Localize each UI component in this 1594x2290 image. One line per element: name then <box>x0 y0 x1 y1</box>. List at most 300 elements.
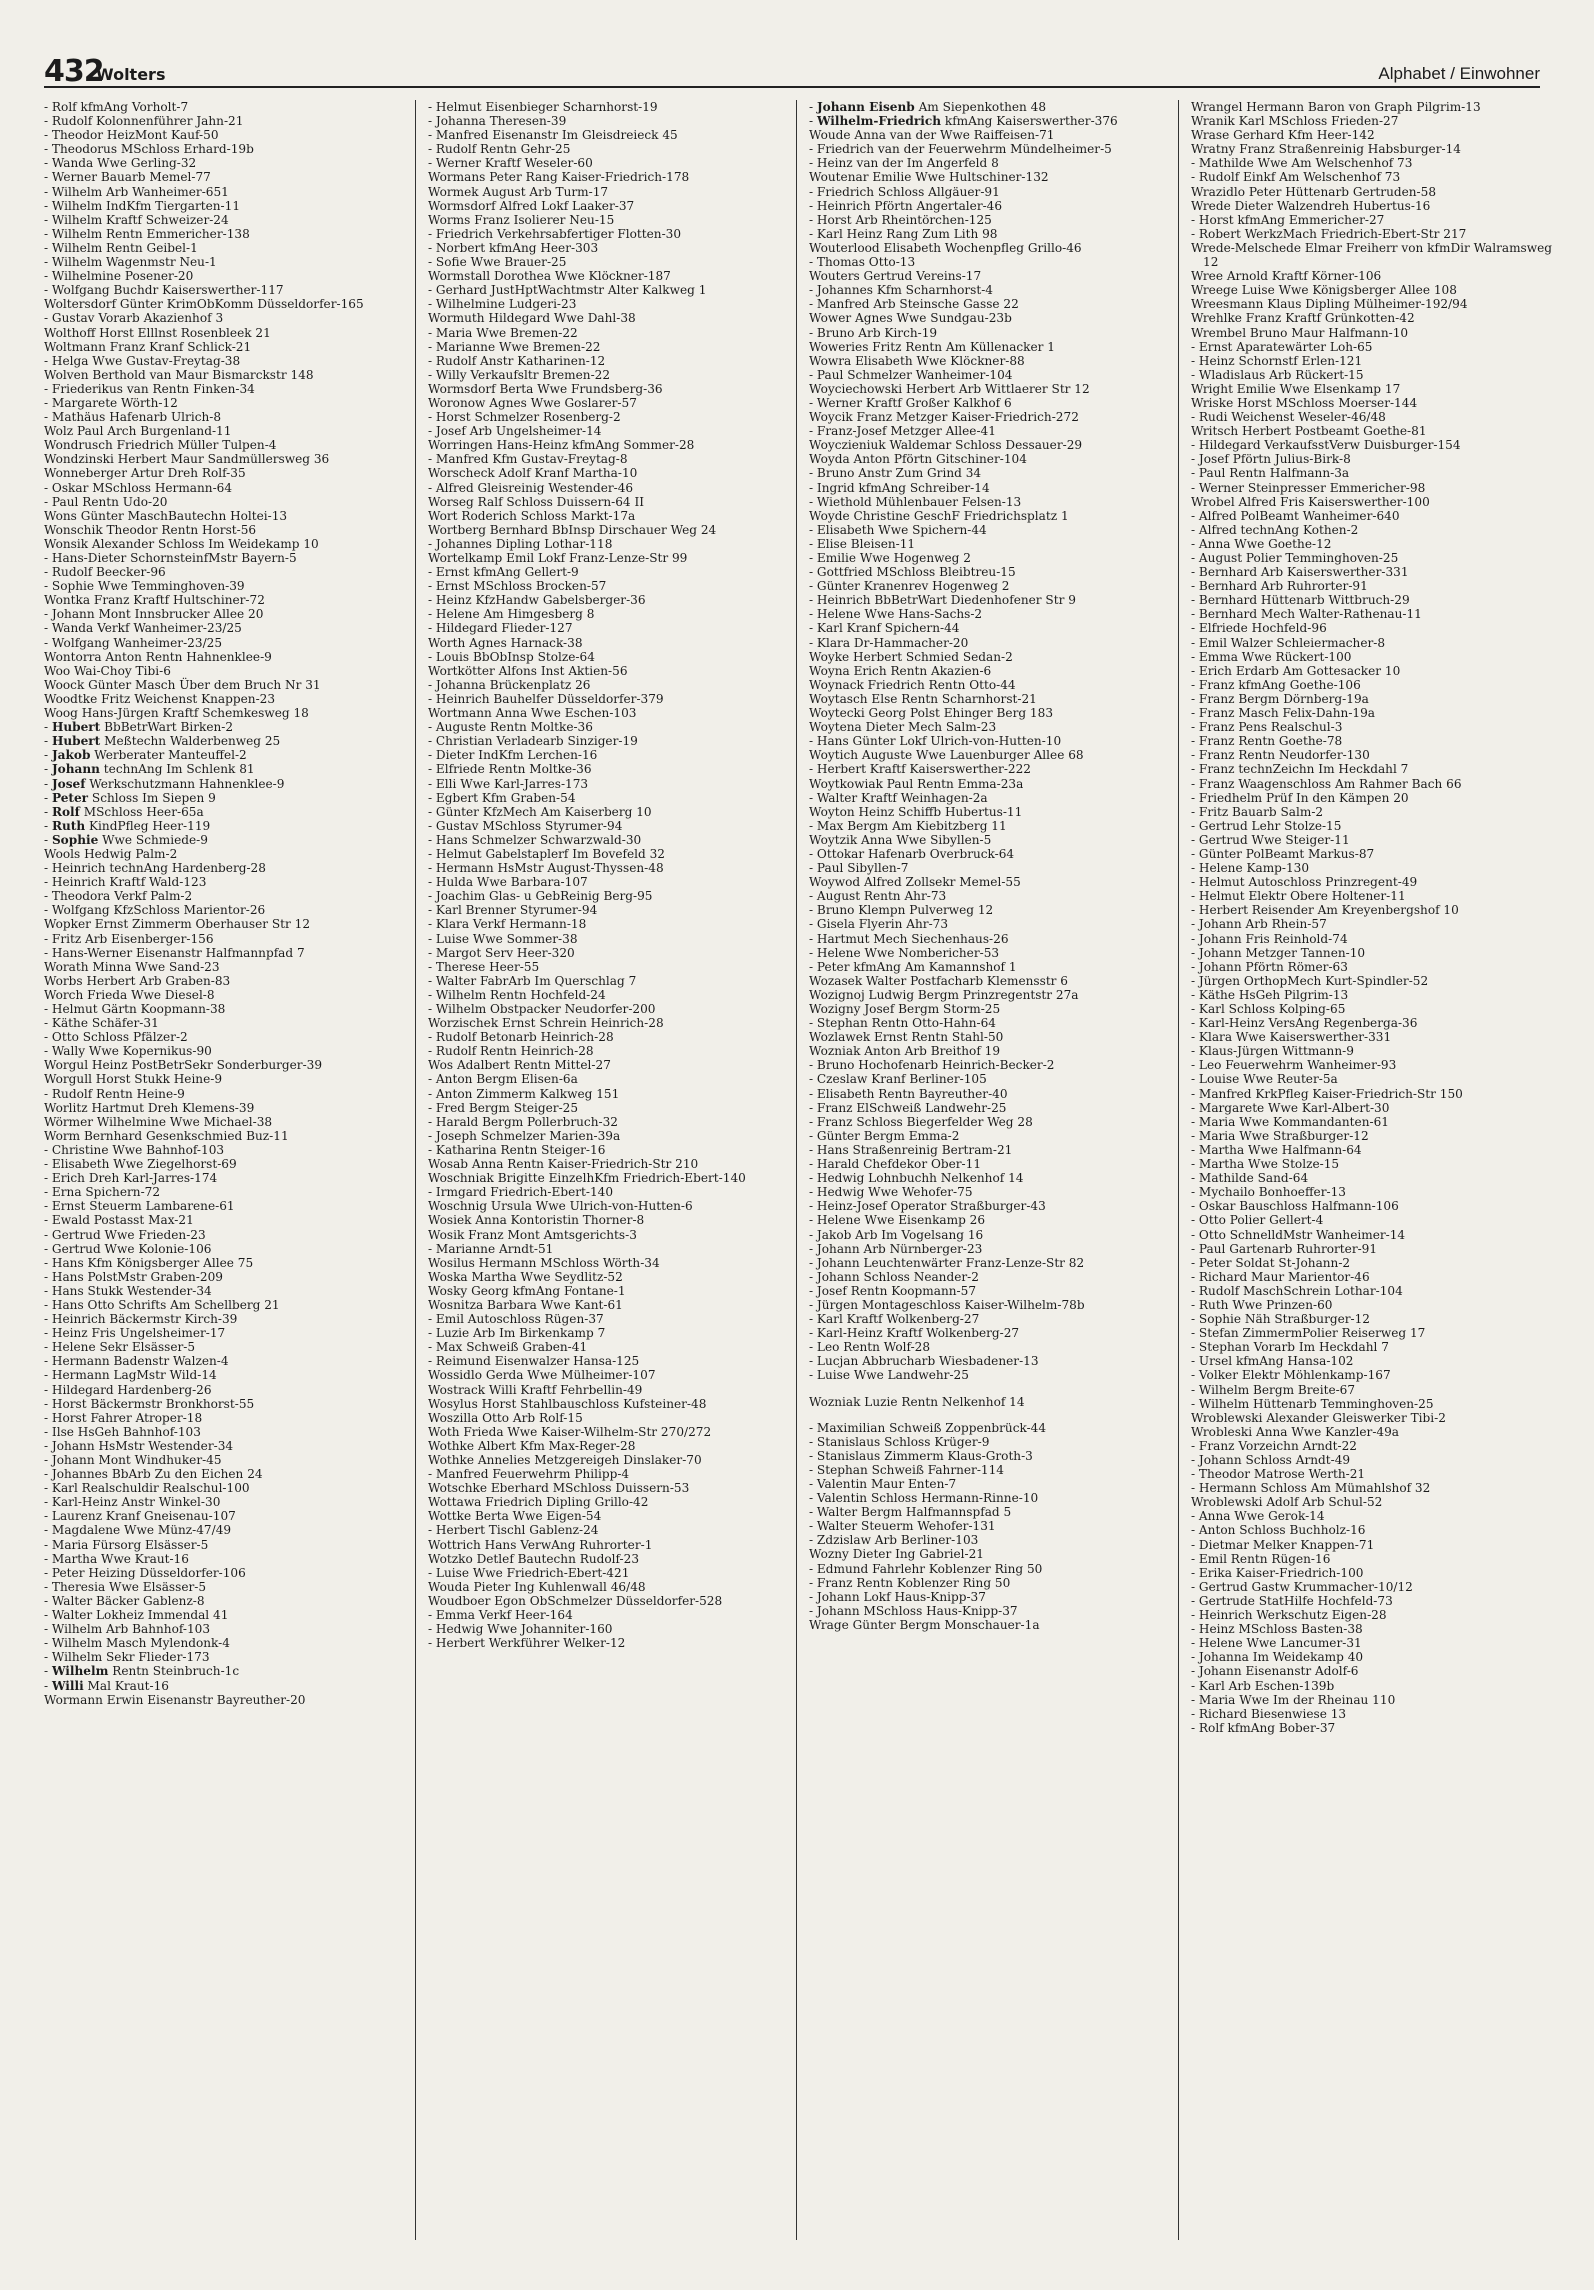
directory-entry: - Heinrich technAng Hardenberg-28 <box>44 861 266 876</box>
directory-entry: - Volker Elektr Möhlenkamp-167 <box>1191 1368 1391 1383</box>
directory-entry: - Thomas Otto-13 <box>809 255 916 270</box>
directory-entry: - Maximilian Schweiß Zoppenbrück-44 <box>809 1420 1047 1435</box>
directory-entry: - Egbert Kfm Graben-54 <box>428 790 576 805</box>
directory-entry: Woudboer Egon ObSchmelzer Düsseldorfer-528 <box>428 1593 723 1608</box>
directory-entry: - Laurenz Kranf Gneisenau-107 <box>44 1509 236 1524</box>
directory-entry: - Hildegard Hardenberg-26 <box>44 1382 212 1397</box>
directory-entry: - Wladislaus Arb Rückert-15 <box>1191 367 1364 382</box>
directory-entry: Wroblewski Adolf Arb Schul-52 <box>1191 1495 1383 1510</box>
directory-entry: Wree Arnold Kraftf Körner-106 <box>1191 269 1382 284</box>
directory-entry: Woweries Fritz Rentn Am Küllenacker 1 <box>809 339 1055 354</box>
directory-entry: Wosky Georg kfmAng Fontane-1 <box>428 1283 626 1298</box>
directory-entry: - Ilse HsGeh Bahnhof-103 <box>44 1424 201 1439</box>
directory-entry: - Walter FabrArb Im Querschlag 7 <box>428 973 637 988</box>
directory-entry: - Auguste Rentn Moltke-36 <box>428 720 593 735</box>
directory-entry: Woschniak Brigitte EinzelhKfm Friedrich-Ebert-140 <box>428 1171 746 1186</box>
directory-entry: Wozniak Luzie Rentn Nelkenhof 14 <box>809 1394 1025 1409</box>
directory-entry: Writsch Herbert Postbeamt Goethe-81 <box>1191 424 1427 439</box>
directory-entry: - Harald Bergm Pollerbruch-32 <box>428 1114 618 1129</box>
directory-entry: - Gertrud Gastw Krummacher-10/12 <box>1191 1579 1413 1594</box>
directory-entry: - Wilhelm Arb Bahnhof-103 <box>44 1622 211 1637</box>
directory-entry: Wozigny Josef Bergm Storm-25 <box>809 1002 1001 1016</box>
directory-entry: - Helmut Gärtn Koopmann-38 <box>44 1002 226 1016</box>
directory-entry: - Harald Chefdekor Ober-11 <box>809 1157 982 1172</box>
directory-entry: Wons Günter MaschBautechn Holtei-13 <box>44 508 288 523</box>
directory-entry: - Magdalene Wwe Münz-47/49 <box>44 1523 232 1538</box>
directory-entry: - Otto Polier Gellert-4 <box>1191 1213 1324 1228</box>
directory-entry: - Hans Kfm Königsberger Allee 75 <box>44 1255 254 1270</box>
directory-entry: - Lucjan Abbrucharb Wiesbadener-13 <box>809 1354 1039 1369</box>
directory-entry: - Wilhelm Rentn Emmericher-138 <box>44 226 250 241</box>
directory-entry: - Franz kfmAng Goethe-106 <box>1191 677 1361 692</box>
directory-entry: - Emil Autoschloss Rügen-37 <box>428 1312 604 1327</box>
directory-entry: Woszilla Otto Arb Rolf-15 <box>428 1410 583 1425</box>
directory-entry: Wothke Albert Kfm Max-Reger-28 <box>428 1438 636 1453</box>
directory-entry: Woyczieniuk Waldemar Schloss Dessauer-29 <box>809 438 1083 453</box>
directory-entry: Worms Franz Isolierer Neu-15 <box>428 212 615 227</box>
directory-entry: - Manfred Eisenanstr Im Gleisdreieck 45 <box>428 128 678 143</box>
directory-entry: - Czeslaw Kranf Berliner-105 <box>809 1072 987 1087</box>
directory-entry: - Walter Bäcker Gablenz-8 <box>44 1593 205 1608</box>
directory-entry: Wottawa Friedrich Dipling Grillo-42 <box>428 1495 649 1510</box>
directory-entry: - Richard Biesenwiese 13 <box>1191 1706 1347 1721</box>
directory-entry: - Manfred Kfm Gustav-Freytag-8 <box>428 452 628 467</box>
directory-entry: Woyna Erich Rentn Akazien-6 <box>809 663 992 678</box>
directory-entry: - Günter KfzMech Am Kaiserberg 10 <box>428 804 652 819</box>
directory-entry: - Johann Leuchtenwärter Franz-Lenze-Str 82 <box>809 1255 1085 1270</box>
directory-entry: - Hedwig Wwe Wehofer-75 <box>809 1185 973 1200</box>
directory-entry: - Josef Arb Ungelsheimer-14 <box>428 424 602 439</box>
directory-entry: - Franz ElSchweiß Landwehr-25 <box>809 1100 1007 1115</box>
directory-entry: Woyke Herbert Schmied Sedan-2 <box>809 649 1013 664</box>
directory-entry: - Margot Serv Heer-320 <box>428 945 575 960</box>
directory-entry: - Mychailo Bonhoeffer-13 <box>1191 1185 1346 1200</box>
directory-entry: Woytecki Georg Polst Ehinger Berg 183 <box>809 706 1054 721</box>
directory-entry: - Theodor HeizMont Kauf-50 <box>44 128 219 143</box>
directory-entry: - Johann Eisenb Am Siepenkothen 48 <box>809 100 1047 114</box>
directory-entry: - Hans Otto Schrifts Am Schellberg 21 <box>44 1297 280 1312</box>
directory-entry: - Oskar Bauschloss Halfmann-106 <box>1191 1199 1399 1214</box>
directory-entry: - Franz Rentn Neudorfer-130 <box>1191 748 1370 763</box>
directory-entry: - Johanna Im Weidekamp 40 <box>1191 1650 1364 1665</box>
directory-entry: - Werner Kraftf Weseler-60 <box>428 156 593 171</box>
directory-entry: - Irmgard Friedrich-Ebert-140 <box>428 1185 614 1200</box>
directory-entry: - Emil Rentn Rügen-16 <box>1191 1551 1331 1566</box>
directory-entry: - Helene Sekr Elsässer-5 <box>44 1340 196 1355</box>
directory-entry: - Horst Arb Rheintörchen-125 <box>809 212 992 227</box>
directory-entry: Wosiek Anna Kontoristin Thorner-8 <box>428 1213 645 1228</box>
directory-entry: - Helene Wwe Eisenkamp 26 <box>809 1213 986 1228</box>
directory-entry: - Leo Feuerwehrm Wanheimer-93 <box>1191 1058 1397 1073</box>
directory-entry: - Ursel kfmAng Hansa-102 <box>1191 1354 1354 1369</box>
directory-entry: Woytich Auguste Wwe Lauenburger Allee 68 <box>809 748 1084 763</box>
directory-entry: - Gertrud Wwe Steiger-11 <box>1191 832 1350 847</box>
directory-entry: - Stefan ZimmermPolier Reiserweg 17 <box>1191 1326 1426 1341</box>
directory-entry: Wriske Horst MSchloss Moerser-144 <box>1191 395 1418 410</box>
directory-entry: - Richard Maur Marientor-46 <box>1191 1269 1370 1284</box>
directory-entry: Wortkötter Alfons Inst Aktien-56 <box>428 663 628 678</box>
directory-entry: - Bruno Arb Kirch-19 <box>809 325 938 340</box>
directory-entry: Wrede-Melschede Elmar Freiherr von kfmDir Walramsweg 12 <box>1191 240 1553 270</box>
directory-entry: - Walter Lokheiz Immendal 41 <box>44 1608 229 1623</box>
directory-entry: - Heinz Schornstf Erlen-121 <box>1191 353 1363 368</box>
directory-entry: - Wiethold Mühlenbauer Felsen-13 <box>809 494 1022 509</box>
directory-entry: - Hedwig Wwe Johanniter-160 <box>428 1622 613 1637</box>
directory-entry: - Peter Schloss Im Siepen 9 <box>44 790 216 805</box>
directory-entry: - Emma Wwe Rückert-100 <box>1191 649 1352 664</box>
directory-entry: - Wolfgang Buchdr Kaiserswerther-117 <box>44 283 284 298</box>
directory-entry: - Gertrud Lehr Stolze-15 <box>1191 818 1342 833</box>
directory-entry: - Wilhelm Masch Mylendonk-4 <box>44 1636 230 1651</box>
directory-entry: Wrangel Hermann Baron von Graph Pilgrim-13 <box>1191 100 1481 114</box>
directory-entry: - Karl-Heinz Kraftf Wolkenberg-27 <box>809 1326 1020 1341</box>
directory-entry: Wotzko Detlef Bautechn Rudolf-23 <box>428 1551 640 1566</box>
directory-entry: - Wally Wwe Kopernikus-90 <box>44 1044 212 1059</box>
directory-entry: - Walter Steuerm Wehofer-131 <box>809 1519 996 1534</box>
directory-entry: - Friederikus van Rentn Finken-34 <box>44 381 255 396</box>
directory-entry: - Wilhelm Arb Wanheimer-651 <box>44 184 229 199</box>
directory-entry: - Ernst MSchloss Brocken-57 <box>428 579 607 594</box>
directory-entry: - Heinrich Bauhelfer Düsseldorfer-379 <box>428 691 664 706</box>
directory-entry: - Christine Wwe Bahnhof-103 <box>44 1142 225 1157</box>
directory-entry: Wowra Elisabeth Wwe Klöckner-88 <box>809 353 1025 368</box>
directory-entry: - Sophie Näh Straßburger-12 <box>1191 1312 1371 1327</box>
directory-entry: - Johann Mont Innsbrucker Allee 20 <box>44 607 264 622</box>
directory-entry: - Maria Wwe Bremen-22 <box>428 325 578 340</box>
directory-entry: - Wolfgang Wanheimer-23/25 <box>44 635 223 650</box>
directory-entry: - Ernst kfmAng Gellert-9 <box>428 565 579 580</box>
directory-entry: - Walter Bergm Halfmannspfad 5 <box>809 1505 1012 1520</box>
directory-entry: - Günter PolBeamt Markus-87 <box>1191 846 1375 861</box>
directory-entry: - Franz Rentn Goethe-78 <box>1191 734 1343 749</box>
directory-entry: Wormans Peter Rang Kaiser-Friedrich-178 <box>428 170 690 185</box>
directory-entry: - Johannes Dipling Lothar-118 <box>428 536 613 551</box>
directory-entry: - Mathäus Hafenarb Ulrich-8 <box>44 410 222 425</box>
directory-entry: - August Rentn Ahr-73 <box>809 889 947 904</box>
directory-entry: - Rudolf Rentn Gehr-25 <box>428 142 571 157</box>
directory-entry: - Emilie Wwe Hogenweg 2 <box>809 551 971 565</box>
directory-entry: Wrehlke Franz Kraftf Grünkotten-42 <box>1191 311 1415 326</box>
directory-entry: - Paul Rentn Udo-20 <box>44 494 168 509</box>
directory-entry: Wonneberger Artur Dreh Rolf-35 <box>44 466 246 481</box>
directory-entry: - Peter Heizing Düsseldorfer-106 <box>44 1565 246 1580</box>
directory-entry: - Ottokar Hafenarb Overbruck-64 <box>809 846 1015 861</box>
directory-entry: - Hans Schmelzer Schwarzwald-30 <box>428 832 642 847</box>
directory-entry: Woltmann Franz Kranf Schlick-21 <box>44 339 252 354</box>
directory-entry: - Karl Realschuldir Realschul-100 <box>44 1481 250 1496</box>
directory-entry: - Theodora Verkf Palm-2 <box>44 889 193 904</box>
directory-entry: Wreege Luise Wwe Königsberger Allee 108 <box>1191 283 1457 298</box>
directory-entry: - Fred Bergm Steiger-25 <box>428 1100 579 1115</box>
directory-entry: Wonsik Alexander Schloss Im Weidekamp 10 <box>44 536 319 551</box>
directory-entry: - Margarete Wwe Karl-Albert-30 <box>1191 1100 1390 1115</box>
directory-entry: Wothke Annelies Metzgereigeh Dinslaker-70 <box>428 1453 702 1467</box>
directory-entry: - Wilhelm Kraftf Schweizer-24 <box>44 212 229 227</box>
directory-entry: Wouters Gertrud Vereins-17 <box>809 269 982 284</box>
directory-entry: - Franz-Josef Metzger Allee-41 <box>809 424 996 439</box>
directory-entry: Worlitz Hartmut Dreh Klemens-39 <box>44 1100 255 1115</box>
directory-entry: - Sofie Wwe Brauer-25 <box>428 255 567 270</box>
page-header <box>44 56 1540 88</box>
directory-entry: Wörmer Wilhelmine Wwe Michael-38 <box>44 1114 273 1129</box>
directory-entry: - Johann Arb Nürnberger-23 <box>809 1241 983 1256</box>
directory-entry: Wright Emilie Wwe Elsenkamp 17 <box>1191 381 1401 396</box>
directory-entry: - Bruno Hochofenarb Heinrich-Becker-2 <box>809 1058 1055 1073</box>
directory-entry: - Erich Dreh Karl-Jarres-174 <box>44 1171 218 1186</box>
directory-entry: - Jakob Werberater Manteuffel-2 <box>44 748 247 763</box>
directory-entry: - Johann Mont Windhuker-45 <box>44 1453 222 1467</box>
directory-entry: - Erika Kaiser-Friedrich-100 <box>1191 1565 1364 1580</box>
directory-entry: Worgul Heinz PostBetrSekr Sonderburger-39 <box>44 1058 323 1073</box>
directory-entry: - Klara Wwe Kaiserswerther-331 <box>1191 1030 1392 1045</box>
directory-entry: - Luise Wwe Sommer-38 <box>428 931 578 946</box>
directory-entry: - Franz Rentn Koblenzer Ring 50 <box>809 1575 1011 1590</box>
directory-entry: Woyda Anton Pförtn Gitschiner-104 <box>809 452 1027 467</box>
directory-entry: Wratny Franz Straßenreinig Habsburger-14 <box>1191 142 1461 157</box>
directory-entry: - Wilhelm-Friedrich kfmAng Kaiserswerther-376 <box>809 114 1118 129</box>
directory-entry: - Ernst Steuerm Lambarene-61 <box>44 1199 235 1214</box>
directory-entry: - Gustav Vorarb Akazienhof 3 <box>44 311 224 326</box>
directory-entry: Wrazidlo Peter Hüttenarb Gertruden-58 <box>1191 184 1437 199</box>
directory-entry: - Manfred Arb Steinsche Gasse 22 <box>809 297 1019 312</box>
directory-entry: - Anton Schloss Buchholz-16 <box>1191 1523 1366 1538</box>
directory-entry: Wosik Franz Mont Amtsgerichts-3 <box>428 1227 637 1242</box>
directory-entry: - Dieter IndKfm Lerchen-16 <box>428 748 598 763</box>
directory-entry: - Paul Gartenarb Ruhrorter-91 <box>1191 1241 1378 1256</box>
directory-entry: - Wilhelm Rentn Steinbruch-1c <box>44 1664 240 1679</box>
directory-entry: - Gerhard JustHptWachtmstr Alter Kalkweg 1 <box>428 283 707 298</box>
directory-entry: - Hubert BbBetrWart Birken-2 <box>44 720 234 735</box>
directory-entry: - Johann HsMstr Westender-34 <box>44 1438 234 1453</box>
directory-entry: - Louise Wwe Reuter-5a <box>1191 1072 1338 1087</box>
directory-entry: - Max Schweiß Graben-41 <box>428 1340 588 1355</box>
directory-entry: - Heinz van der Im Angerfeld 8 <box>809 156 999 171</box>
directory-entry: - Hubert Meßtechn Walderbenweg 25 <box>44 734 281 749</box>
page-number: 432 <box>44 54 104 89</box>
directory-entry: - Wilhelm Bergm Breite-67 <box>1191 1382 1356 1397</box>
directory-entry: - Herbert Reisender Am Kreyenbergshof 10 <box>1191 903 1459 918</box>
directory-entry: - Theresia Wwe Elsässer-5 <box>44 1579 207 1594</box>
directory-entry: - Hans Straßenreinig Bertram-21 <box>809 1142 1013 1157</box>
directory-entry: - Stanislaus Zimmerm Klaus-Groth-3 <box>809 1448 1033 1463</box>
directory-entry: - Valentin Schloss Hermann-Rinne-10 <box>809 1491 1039 1506</box>
directory-entry: - Rolf kfmAng Bober-37 <box>1191 1720 1336 1735</box>
directory-entry: - Wanda Verkf Wanheimer-23/25 <box>44 621 242 636</box>
directory-entry: - Klaus-Jürgen Wittmann-9 <box>1191 1044 1354 1059</box>
directory-entry: - Johann MSchloss Haus-Knipp-37 <box>809 1603 1018 1618</box>
directory-entry: - Valentin Maur Enten-7 <box>809 1477 957 1491</box>
directory-entry: - Gottfried MSchloss Bleibtreu-15 <box>809 565 1016 580</box>
directory-entry: - Herbert Tischl Gablenz-24 <box>428 1523 599 1538</box>
directory-entry: Wroblewski Alexander Gleiswerker Tibi-2 <box>1191 1410 1446 1425</box>
directory-entry: - Friedrich van der Feuerwehrm Mündelheimer-5 <box>809 142 1112 157</box>
directory-entry: - Johann Arb Rhein-57 <box>1191 917 1327 932</box>
directory-entry: - Johann Metzger Tannen-10 <box>1191 945 1366 960</box>
directory-entry: - Theodor Matrose Werth-21 <box>1191 1467 1366 1482</box>
directory-entry: - Gertrude StatHilfe Hochfeld-73 <box>1191 1593 1393 1608</box>
directory-entry: - Günter Bergm Emma-2 <box>809 1128 960 1143</box>
directory-entry: - Hermann HsMstr August-Thyssen-48 <box>428 861 664 876</box>
directory-entry: - Stanislaus Schloss Krüger-9 <box>809 1434 990 1449</box>
directory-entry: - Wilhelm Hüttenarb Temminghoven-25 <box>1191 1396 1434 1411</box>
directory-entry: Worzischek Ernst Schrein Heinrich-28 <box>428 1016 664 1031</box>
directory-entry: - Willi Mal Kraut-16 <box>44 1678 169 1693</box>
directory-entry: - Rudolf Rentn Heine-9 <box>44 1086 185 1101</box>
directory-entry: Wools Hedwig Palm-2 <box>44 846 178 861</box>
directory-entry: - Wolfgang KfzSchloss Marientor-26 <box>44 903 266 918</box>
directory-entry: - Theodorus MSchloss Erhard-19b <box>44 142 254 157</box>
directory-entry: - Stephan Schweiß Fahrner-114 <box>809 1462 1004 1477</box>
directory-entry: Worch Frieda Wwe Diesel-8 <box>44 987 215 1002</box>
directory-entry: Wozlawek Ernst Rentn Stahl-50 <box>809 1030 1004 1045</box>
directory-entry: - Herbert Kraftf Kaiserswerther-222 <box>809 762 1031 777</box>
directory-entry: Wozny Dieter Ing Gabriel-21 <box>809 1547 985 1562</box>
directory-entry: - Luise Wwe Landwehr-25 <box>809 1368 969 1383</box>
directory-entry: Wouda Pieter Ing Kuhlenwall 46/48 <box>428 1579 646 1594</box>
directory-entry: Wontorra Anton Rentn Hahnenklee-9 <box>44 649 272 664</box>
directory-entry: - Alfred technAng Kothen-2 <box>1191 522 1359 537</box>
directory-entry: - Manfred KrkPfleg Kaiser-Friedrich-Str 150 <box>1191 1086 1463 1101</box>
directory-entry: - Hermann LagMstr Wild-14 <box>44 1368 217 1383</box>
directory-entry: - Maria Fürsorg Elsässer-5 <box>44 1537 209 1552</box>
directory-entry: Wreesmann Klaus Dipling Mülheimer-192/94 <box>1191 297 1468 312</box>
directory-entry: - Rudolf Betonarb Heinrich-28 <box>428 1030 614 1045</box>
directory-entry: - Luise Wwe Friedrich-Ebert-421 <box>428 1565 630 1580</box>
directory-entry: - Rudolf Beecker-96 <box>44 565 166 580</box>
directory-entry: - Horst Fahrer Atroper-18 <box>44 1410 203 1425</box>
directory-entry: Worringen Hans-Heinz kfmAng Sommer-28 <box>428 438 695 453</box>
directory-entry: - Friedhelm Prüf In den Kämpen 20 <box>1191 790 1409 805</box>
directory-entry: - Joachim Glas- u GebReinig Berg-95 <box>428 889 653 904</box>
directory-entry: - Johannes Kfm Scharnhorst-4 <box>809 283 993 298</box>
directory-entry: - Mathilde Wwe Am Welschenhof 73 <box>1191 156 1413 171</box>
directory-entry: Wormann Erwin Eisenanstr Bayreuther-20 <box>44 1692 306 1707</box>
directory-entry: - Heinrich Bäckermstr Kirch-39 <box>44 1312 238 1327</box>
directory-entry: - Max Bergm Am Kiebitzberg 11 <box>809 818 1007 833</box>
directory-entry: Wos Adalbert Rentn Mittel-27 <box>428 1058 611 1073</box>
directory-entry: - Marianne Arndt-51 <box>428 1241 554 1256</box>
directory-entry: - Werner Bauarb Memel-77 <box>44 170 211 185</box>
directory-entry: - Marianne Wwe Bremen-22 <box>428 339 601 354</box>
directory-entry: - Martha Wwe Stolze-15 <box>1191 1157 1340 1172</box>
entry-spacer <box>809 1409 1165 1421</box>
directory-entry: - Heinrich Pförtn Angertaler-46 <box>809 198 1003 213</box>
directory-entry: Woytkowiak Paul Rentn Emma-23a <box>809 776 1024 791</box>
directory-entry: Wormsdorf Alfred Lokf Laaker-37 <box>428 198 635 213</box>
directory-entry: - Johann Schloss Neander-2 <box>809 1269 979 1284</box>
directory-entry: - Hans-Werner Eisenanstr Halfmannpfad 7 <box>44 945 305 960</box>
directory-entry: - Alfred PolBeamt Wanheimer-640 <box>1191 508 1400 523</box>
directory-entry: Wouterlood Elisabeth Wochenpfleg Grillo-46 <box>809 240 1082 255</box>
directory-entry: - Margarete Wörth-12 <box>44 395 178 410</box>
directory-entry: - Heinz MSchloss Basten-38 <box>1191 1622 1363 1637</box>
directory-entry: Wondzinski Herbert Maur Sandmüllersweg 36 <box>44 452 330 467</box>
directory-entry: - Hermann Schloss Am Mümahlshof 32 <box>1191 1481 1431 1496</box>
directory-entry: - Sophie Wwe Temminghoven-39 <box>44 579 245 594</box>
directory-entry: Worgull Horst Stukk Heine-9 <box>44 1072 223 1087</box>
directory-entry: - Otto SchnelldMstr Wanheimer-14 <box>1191 1227 1406 1242</box>
directory-entry: - Sophie Wwe Schmiede-9 <box>44 832 208 847</box>
directory-entry: - Leo Rentn Wolf-28 <box>809 1340 931 1355</box>
directory-entry: - Johann Fris Reinhold-74 <box>1191 931 1348 946</box>
directory-entry: Wondrusch Friedrich Müller Tulpen-4 <box>44 438 277 453</box>
directory-entry: - Walter Kraftf Weinhagen-2a <box>809 790 988 805</box>
directory-entry: - Rolf kfmAng Vorholt-7 <box>44 100 189 114</box>
directory-entry: - Helene Kamp-130 <box>1191 861 1310 876</box>
directory-entry: - Horst kfmAng Emmericher-27 <box>1191 212 1385 227</box>
directory-entry: Woytena Dieter Mech Salm-23 <box>809 720 997 735</box>
directory-entry: - Luzie Arb Im Birkenkamp 7 <box>428 1326 606 1341</box>
directory-entry: - Klara Verkf Hermann-18 <box>428 917 587 932</box>
directory-entry: - Peter Soldat St-Johann-2 <box>1191 1255 1351 1270</box>
directory-entry: - Franz Pens Realschul-3 <box>1191 720 1343 735</box>
directory-entry: Wostrack Willi Kraftf Fehrbellin-49 <box>428 1382 643 1397</box>
directory-entry: Woska Martha Wwe Seydlitz-52 <box>428 1269 623 1284</box>
directory-entry: - Erna Spichern-72 <box>44 1185 161 1200</box>
directory-entry: - Paul Sibyllen-7 <box>809 861 909 876</box>
directory-entry: - Hulda Wwe Barbara-107 <box>428 875 588 890</box>
directory-entry: - Johann Schloss Arndt-49 <box>1191 1453 1351 1467</box>
directory-entry: - Karl-Heinz VersAng Regenberga-36 <box>1191 1016 1418 1031</box>
directory-entry: - Katharina Rentn Steiger-16 <box>428 1142 606 1157</box>
directory-entry: - Therese Heer-55 <box>428 959 540 974</box>
directory-entry: - Louis BbObInsp Stolze-64 <box>428 649 595 664</box>
directory-entry: - Martha Wwe Kraut-16 <box>44 1551 189 1566</box>
column-divider <box>1178 100 1179 2240</box>
directory-entry: - Franz Schloss Biegerfelder Weg 28 <box>809 1114 1033 1129</box>
directory-entry: Wottrich Hans VerwAng Ruhrorter-1 <box>428 1537 653 1552</box>
directory-entry: Woodtke Fritz Weichenst Knappen-23 <box>44 691 276 706</box>
directory-entry: - Elisabeth Wwe Ziegelhorst-69 <box>44 1157 237 1172</box>
directory-entry: Worath Minna Wwe Sand-23 <box>44 959 220 974</box>
directory-entry: - Heinrich BbBetrWart Diedenhofener Str 9 <box>809 593 1076 608</box>
directory-column-1 <box>44 100 404 2270</box>
directory-entry: - Hermann Badenstr Walzen-4 <box>44 1354 229 1369</box>
directory-entry: - Gisela Flyerin Ahr-73 <box>809 917 949 932</box>
directory-entry: - Reimund Eisenwalzer Hansa-125 <box>428 1354 640 1369</box>
directory-entry: Wrage Günter Bergm Monschauer-1a <box>809 1617 1040 1632</box>
directory-entry: Woyton Heinz Schiffb Hubertus-11 <box>809 804 1023 819</box>
directory-entry: - August Polier Temminghoven-25 <box>1191 551 1399 565</box>
directory-entry: - Anna Wwe Goethe-12 <box>1191 536 1332 551</box>
directory-entry: Woyciechowski Herbert Arb Wittlaerer Str 12 <box>809 381 1090 396</box>
directory-entry: - Bernhard Arb Kaiserswerther-331 <box>1191 565 1409 580</box>
directory-entry: Wozniak Anton Arb Breithof 19 <box>809 1044 1001 1059</box>
directory-entry: - Gertrud Wwe Kolonie-106 <box>44 1241 212 1256</box>
directory-entry: - Helmut Elektr Obere Holtener-11 <box>1191 889 1406 904</box>
directory-entry: - Werner Kraftf Großer Kalkhof 6 <box>809 395 1012 410</box>
directory-entry: - Heinrich Kraftf Wald-123 <box>44 875 207 890</box>
directory-entry: - Rudolf Kolonnenführer Jahn-21 <box>44 114 244 129</box>
directory-entry: - Wilhelm Obstpacker Neudorfer-200 <box>428 1002 656 1016</box>
directory-entry: - Paul Schmelzer Wanheimer-104 <box>809 367 1013 382</box>
directory-entry: - Elli Wwe Karl-Jarres-173 <box>428 776 589 791</box>
directory-entry: Woschnig Ursula Wwe Ulrich-von-Hutten-6 <box>428 1199 693 1214</box>
directory-entry: - Josef Rentn Koopmann-57 <box>809 1283 977 1298</box>
directory-entry: Wranik Karl MSchloss Frieden-27 <box>1191 114 1399 129</box>
directory-entry: - Rudolf Rentn Heinrich-28 <box>428 1044 594 1059</box>
directory-entry: - Karl Kranf Spichern-44 <box>809 621 960 636</box>
directory-entry: Wower Agnes Wwe Sundgau-23b <box>809 311 1012 326</box>
directory-entry: - Hans-Dieter SchornsteinfMstr Bayern-5 <box>44 551 297 565</box>
directory-entry: Woltersdorf Günter KrimObKomm Düsseldorfer-165 <box>44 297 364 312</box>
directory-entry: Wosilus Hermann MSchloss Wörth-34 <box>428 1255 660 1270</box>
directory-entry: - Johann Pförtn Römer-63 <box>1191 959 1348 974</box>
directory-entry: - Manfred Feuerwehrm Philipp-4 <box>428 1467 630 1482</box>
page-running-title: Wolters <box>96 65 166 84</box>
directory-entry: - Wilhelm Wagenmstr Neu-1 <box>44 255 217 270</box>
directory-entry: - Jürgen Montageschloss Kaiser-Wilhelm-78b <box>809 1297 1085 1312</box>
